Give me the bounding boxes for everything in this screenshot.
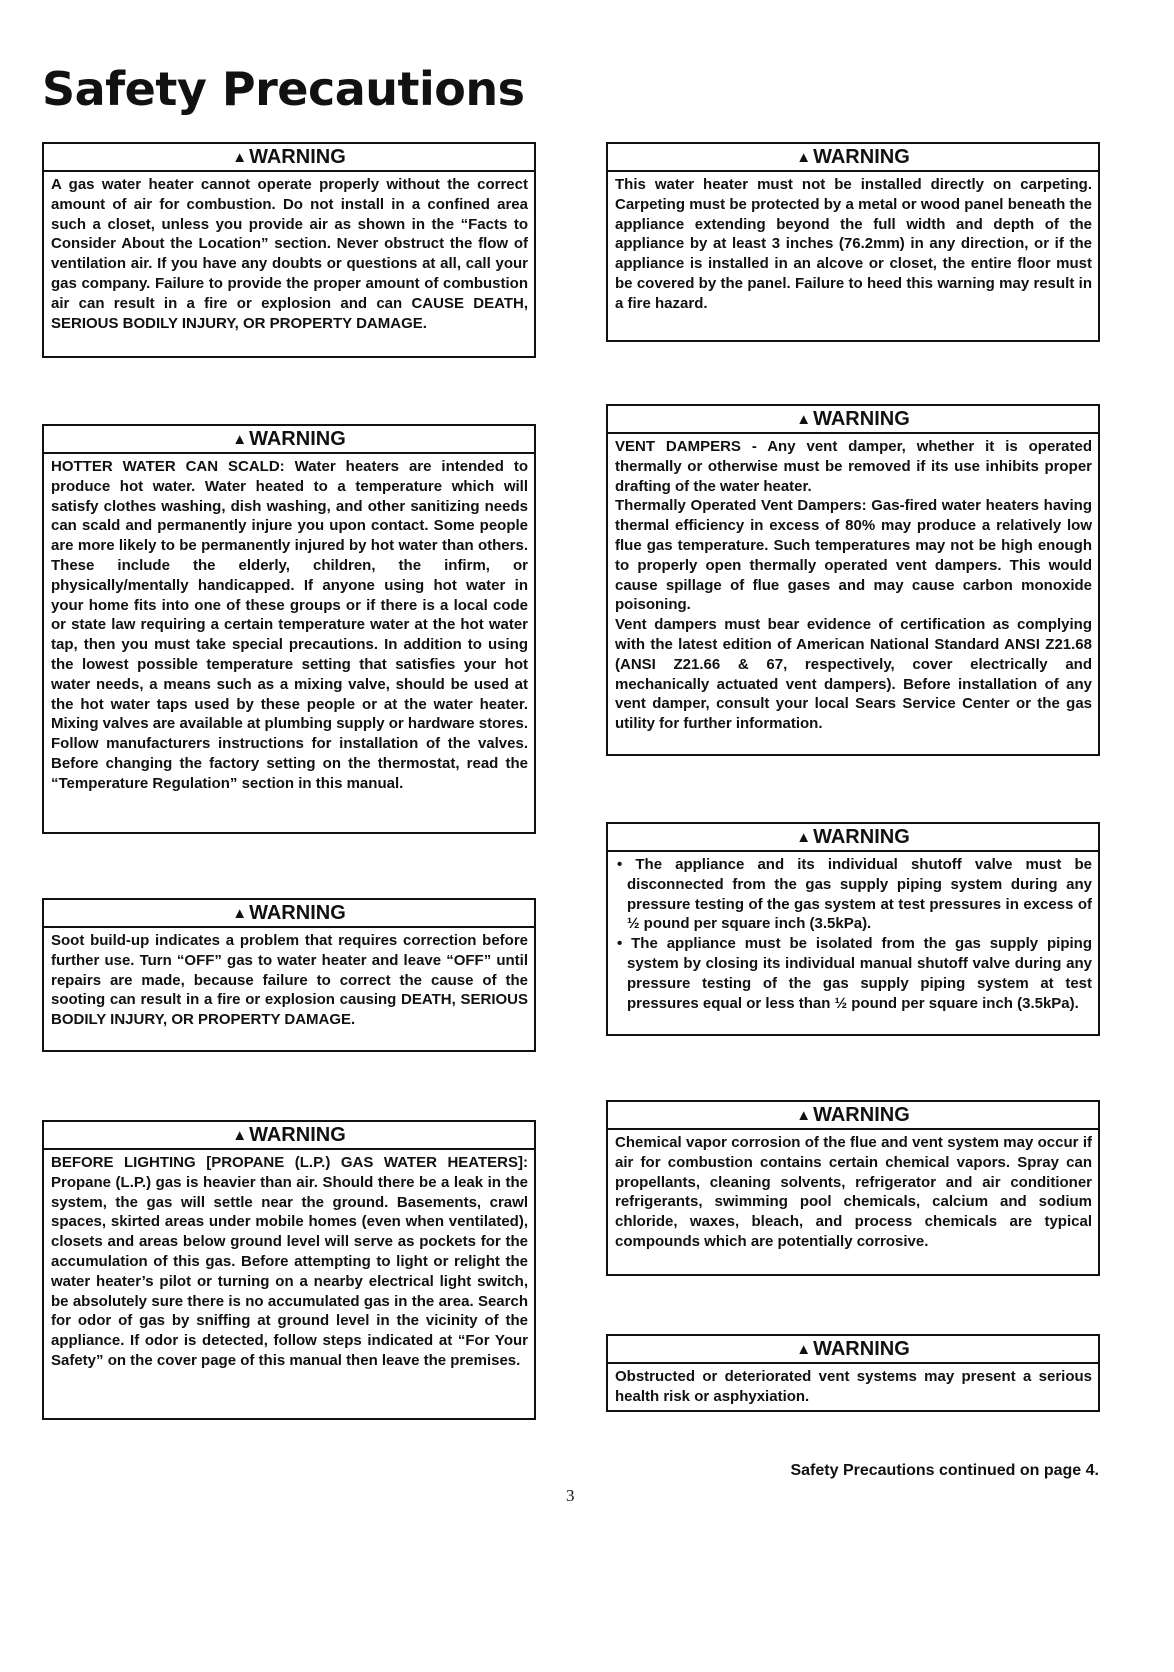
warning-text: This water heater must not be installed directly on carpeting. Carpeting must be protected by a metal or wood panel beneath the appliance extending beyond the full width and depth of the appliance by at least 3 inches (76.2mm) in any direction, or if the appliance is installed in an alcove or closet, the entire floor must be covered by the panel. Failure to heed this warning may result in a fire hazard. — [615, 176, 1092, 312]
warning-propane — [42, 1120, 536, 1420]
warning-text: Chemical vapor corrosion of the flue and vent system may occur if air for combustion contains certain chemical vapors. Spray can propellants, cleaning solvents, refrigerator and air conditioner refrigerants, swimming pool chemicals, calcium and sodium chloride, waxes, bleach, and process chemicals are typical compounds which are potentially corrosive. — [615, 1134, 1092, 1250]
warning-chemical-vapor — [606, 1100, 1100, 1276]
warning-soot — [42, 898, 536, 1052]
warning-text: HOTTER WATER CAN SCALD: Water heaters are intended to produce hot water. Water heated to a temperature which will satisfy clothes washing, dish washing, and other sanitizing needs can scald and permanently injure you upon contact. Some people are more likely to be permanently injured by hot water than others. These include the elderly, children, the infirm, or physically/mentally handicapped. If anyone using hot water in your home fits into one of these groups or if there is a local code or state law requiring a certain temperature water at the hot water tap, then you must take special precautions. In addition to using the lowest possible temperature setting that satisfies your hot water needs, a means such as a mixing valve, should be used at the hot water taps used by these people or at the water heater. Mixing valves are available at plumbing supply or hardware stores. Follow manufacturers instructions for installation of the valves. Before changing the factory setting on the thermostat, read the “Temperature Regulation” section in this manual. — [51, 458, 528, 792]
page-number: 3 — [566, 1486, 575, 1505]
warning-heading: ▲ WARNING — [44, 426, 534, 454]
warning-triangle-icon: ▲ — [796, 149, 812, 166]
page-title: Safety Precautions — [42, 62, 525, 116]
warning-triangle-icon: ▲ — [232, 431, 248, 448]
warning-heading: ▲ WARNING — [44, 1122, 534, 1150]
warning-scald — [42, 424, 536, 834]
warning-triangle-icon: ▲ — [796, 411, 812, 428]
warning-paragraph: Thermally Operated Vent Dampers: Gas-fired water heaters having thermal efficiency in excess of 80% may produce a relatively low flue gas temperature. Such temperatures may not be high enough to properly open thermally operated vent dampers. This would cause spillage of flue gases and may cause carbon monoxide poisoning. — [615, 497, 1092, 614]
warning-triangle-icon: ▲ — [232, 149, 248, 166]
warning-pressure-testing — [606, 822, 1100, 1036]
warning-triangle-icon: ▲ — [232, 1127, 248, 1144]
warning-heading: ▲ WARNING — [608, 144, 1098, 172]
warning-heading: ▲ WARNING — [608, 824, 1098, 852]
warning-heading: ▲ WARNING — [44, 144, 534, 172]
warning-text: Soot build-up indicates a problem that requires correction before further use. Turn “OFF” gas to water heater and leave “OFF” until repairs are made, because failure to correct the cause of the sooting can result in a fire or explosion causing DEATH, SERIOUS BODILY INJURY, OR PROPERTY DAMAGE. — [51, 932, 528, 1029]
warning-text: A gas water heater cannot operate properly without the correct amount of air for combustion. Do not install in a confined area such a closet, unless you provide air as shown in the “Facts to Consider About the Location” section. Never obstruct the flow of ventilation air. If you have any doubts or questions at all, call your gas company. Failure to provide the proper amount of combustion air can result in a fire or explosion and can CAUSE DEATH, SERIOUS BODILY INJURY, OR PROPERTY DAMAGE. — [51, 176, 528, 332]
warning-text: Obstructed or deteriorated vent systems may present a serious health risk or asphyxiation. — [615, 1368, 1092, 1405]
warning-obstructed-vent — [606, 1334, 1100, 1412]
warning-vent-dampers — [606, 404, 1100, 756]
warning-triangle-icon: ▲ — [232, 905, 248, 922]
warning-heading: ▲ WARNING — [608, 406, 1098, 434]
list-item: • The appliance and its individual shutoff valve must be disconnected from the gas supply piping system during any pressure testing of the gas system at test pressures in excess of ½ pound per square inch (3.5kPa). — [617, 856, 1092, 933]
warning-paragraph: VENT DAMPERS - Any vent damper, whether it is operated thermally or otherwise must be removed if its use inhibits proper drafting of the water heater. — [615, 438, 1092, 495]
warning-heading: ▲ WARNING — [608, 1102, 1098, 1130]
continued-note: Safety Precautions continued on page 4. — [790, 1462, 1099, 1479]
warning-heading: ▲ WARNING — [44, 900, 534, 928]
warning-triangle-icon: ▲ — [796, 1341, 812, 1358]
warning-combustion-air — [42, 142, 536, 358]
warning-heading: ▲ WARNING — [608, 1336, 1098, 1364]
warning-triangle-icon: ▲ — [796, 1107, 812, 1124]
warning-carpeting — [606, 142, 1100, 342]
list-item: • The appliance must be isolated from the gas supply piping system by closing its individual manual shutoff valve during any pressure testing of the gas supply piping system at test pressures equal or less than ½ pound per square inch (3.5kPa). — [617, 935, 1092, 1012]
warning-text: BEFORE LIGHTING [PROPANE (L.P.) GAS WATER HEATERS]: Propane (L.P.) gas is heavier than air. Should there be a leak in the system, the gas will settle near the ground. Basements, crawl spaces, skirted areas under mobile homes (even when ventilated), closets and areas below ground level will serve as pockets for the accumulation of this gas. Before attempting to light or relight the water heater’s pilot or turning on a nearby electrical light switch, be absolutely sure there is no accumulated gas in the area. Search for odor of gas by sniffing at ground level in the vicinity of the appliance. If odor is detected, follow steps indicated at “For Your Safety” on the cover page of this manual then leave the premises. — [51, 1154, 528, 1369]
warning-paragraph: Vent dampers must bear evidence of certification as complying with the latest edition of American National Standard ANSI Z21.68 (ANSI Z21.66 & 67, respectively, cover electrically and mechanically actuated vent dampers). Before installation of any vent damper, consult your local Sears Service Center or the gas utility for further information. — [615, 616, 1092, 733]
warning-triangle-icon: ▲ — [796, 829, 812, 846]
